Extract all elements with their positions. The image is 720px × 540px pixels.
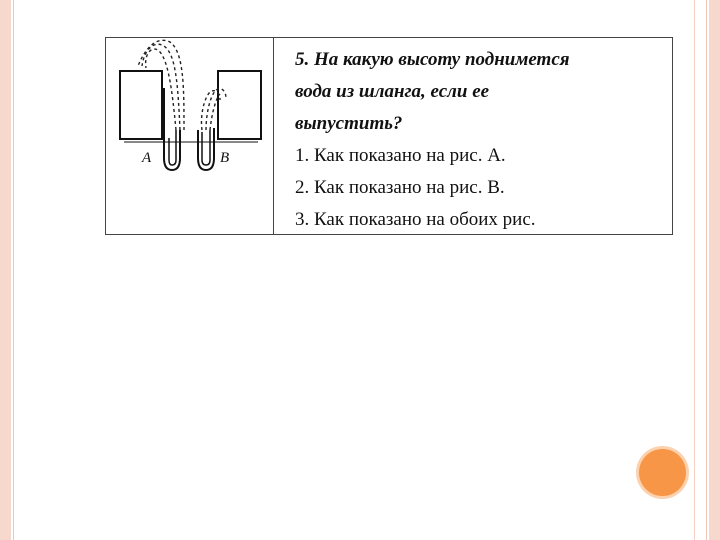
- question-line-1: 5. На какую высоту поднимется: [295, 49, 570, 70]
- hose-illustration: [106, 38, 273, 234]
- hose-b-outer: [198, 128, 214, 170]
- slide-frame-left: [0, 0, 11, 540]
- question-text-cell: [274, 38, 672, 234]
- question-line-2: вода из шланга, если ее: [295, 81, 490, 102]
- option-1: 1. Как показано на рис. А.: [295, 145, 506, 166]
- question-table: [105, 37, 673, 235]
- tank-b: [218, 71, 261, 139]
- figure-cell: [106, 38, 274, 234]
- slide-frame-right-line: [694, 0, 695, 540]
- option-2: 2. Как показано на рис. В.: [295, 177, 505, 198]
- question-line-3: выпустить?: [295, 113, 403, 134]
- tank-a: [120, 71, 162, 139]
- accent-circle: [639, 449, 686, 496]
- label-a: A: [142, 150, 152, 166]
- hose-b-inner: [202, 130, 210, 165]
- hose-a-outer: [164, 88, 180, 170]
- label-b: B: [220, 150, 230, 166]
- slide-frame-right: [709, 0, 720, 540]
- hose-a-inner: [169, 130, 176, 165]
- option-3: 3. Как показано на обоих рис.: [295, 209, 536, 230]
